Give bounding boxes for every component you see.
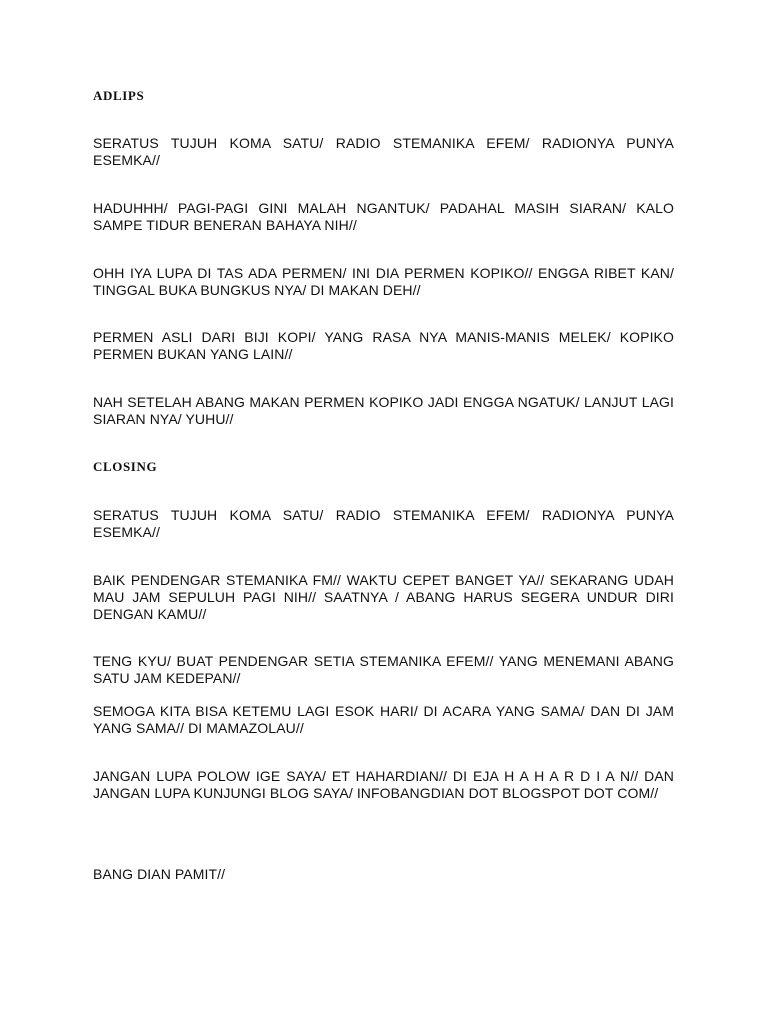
closing-paragraph-6: BANG DIAN PAMIT// (93, 866, 226, 882)
adlips-paragraph-3: OHH IYA LUPA DI TAS ADA PERMEN/ INI DIA PERMEN KOPIKO// ENGGA RIBET KAN/ TINGGAL BUKA BUNGKUS NYA/ DI MAKAN DEH// (93, 265, 674, 298)
adlips-paragraph-2: HADUHHH/ PAGI-PAGI GINI MALAH NGANTUK/ PADAHAL MASIH SIARAN/ KALO SAMPE TIDUR BENERAN BAHAYA NIH// (93, 200, 674, 233)
adlips-paragraph-5: NAH SETELAH ABANG MAKAN PERMEN KOPIKO JADI ENGGA NGATUK/ LANJUT LAGI SIARAN NYA/ YUHU// (93, 394, 674, 427)
adlips-heading: ADLIPS (93, 88, 145, 103)
closing-heading: CLOSING (93, 459, 158, 474)
adlips-paragraph-4: PERMEN ASLI DARI BIJI KOPI/ YANG RASA NYA MANIS-MANIS MELEK/ KOPIKO PERMEN BUKAN YANG LAIN// (93, 329, 674, 362)
closing-paragraph-3: TENG KYU/ BUAT PENDENGAR SETIA STEMANIKA EFEM// YANG MENEMANI ABANG SATU JAM KEDEPAN// (93, 653, 674, 686)
closing-paragraph-5: JANGAN LUPA POLOW IGE SAYA/ ET HAHARDIAN// DI EJA H A H A R D I A N// DAN JANGAN LUPA KUNJUNGI BLOG SAYA/ INFOBANGDIAN DOT BLOGSPOT DOT COM// (93, 768, 674, 801)
closing-paragraph-2: BAIK PENDENGAR STEMANIKA FM// WAKTU CEPET BANGET YA// SEKARANG UDAH MAU JAM SEPULUH PAGI NIH// SAATNYA / ABANG HARUS SEGERA UNDUR DIRI DENGAN KAMU// (93, 572, 674, 622)
adlips-paragraph-1: SERATUS TUJUH KOMA SATU/ RADIO STEMANIKA EFEM/ RADIONYA PUNYA ESEMKA// (93, 135, 674, 168)
closing-paragraph-4: SEMOGA KITA BISA KETEMU LAGI ESOK HARI/ DI ACARA YANG SAMA/ DAN DI JAM YANG SAMA// DI MAMAZOLAU// (93, 703, 674, 736)
closing-paragraph-1: SERATUS TUJUH KOMA SATU/ RADIO STEMANIKA EFEM/ RADIONYA PUNYA ESEMKA// (93, 507, 674, 540)
